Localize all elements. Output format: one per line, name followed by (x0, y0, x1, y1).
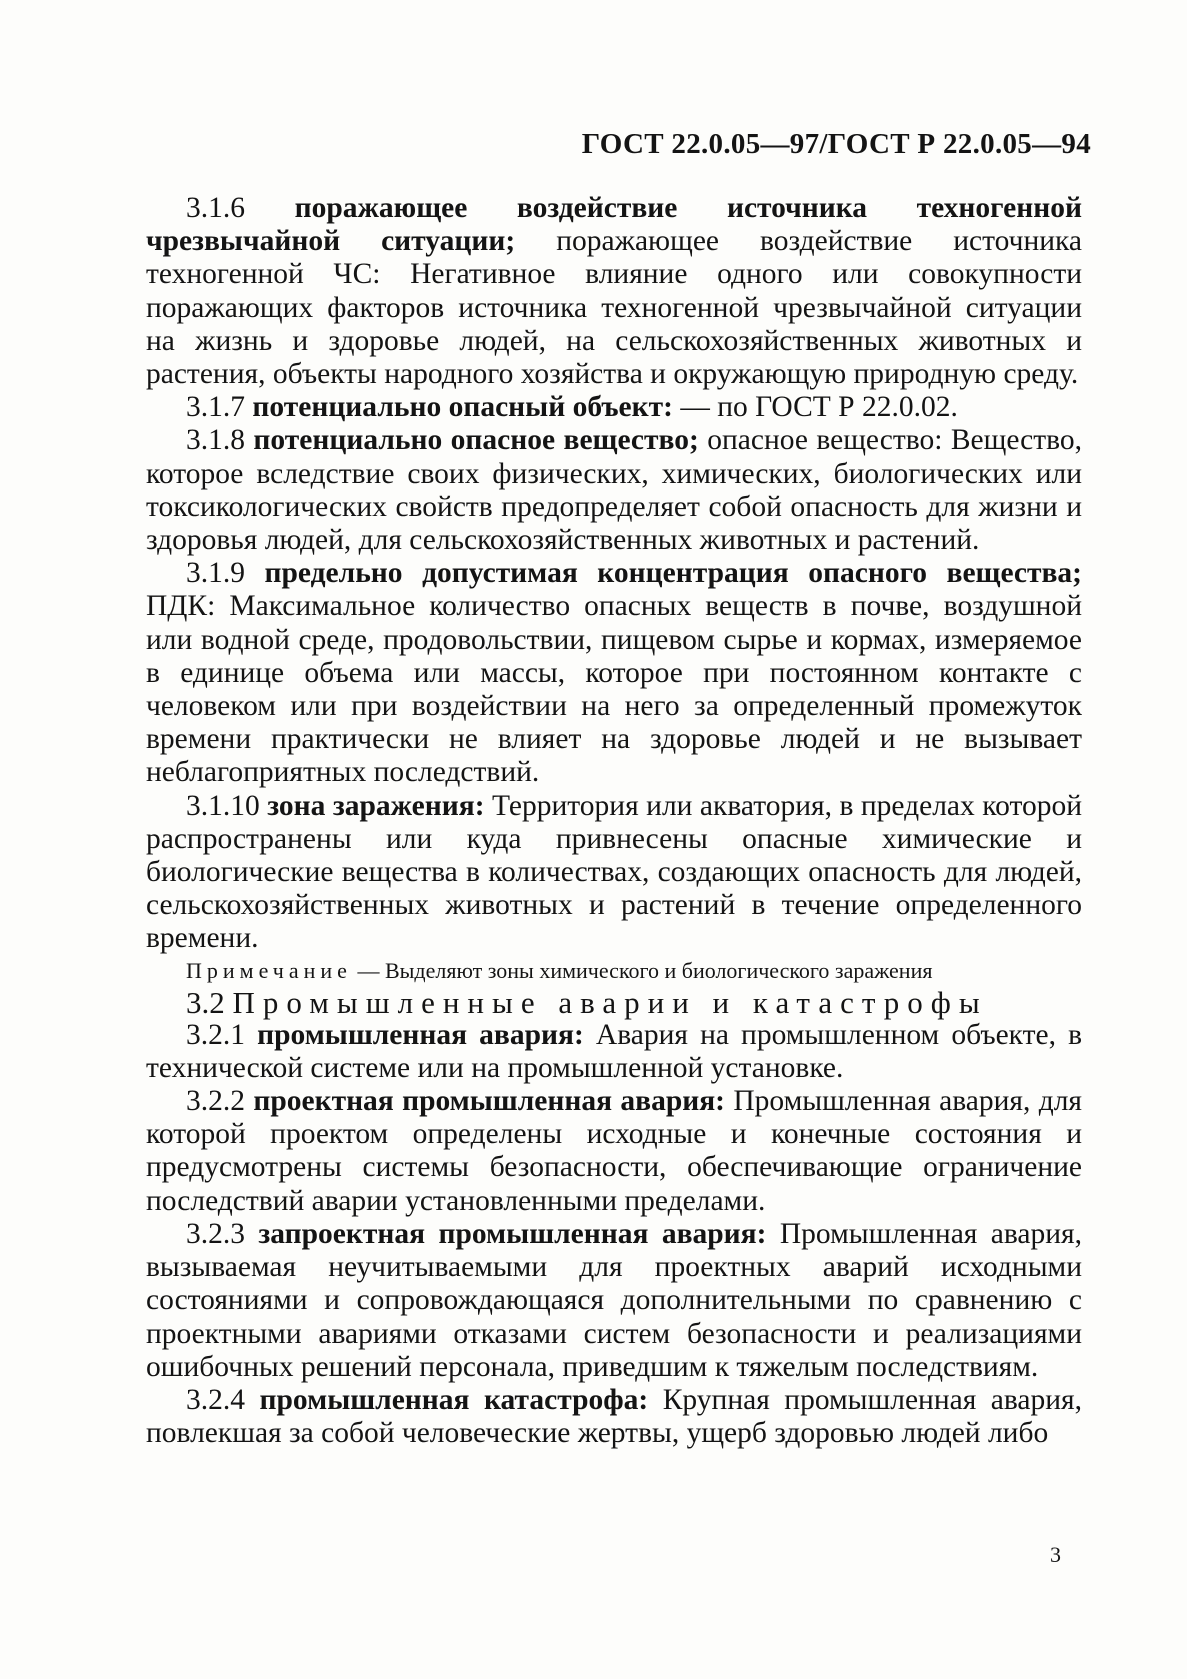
document-body (146, 192, 1082, 1450)
clause-number: 3.1.9 (186, 557, 245, 590)
clause-term: предельно допустимая концентрация опасного вещества; (264, 557, 1082, 590)
clause-3-1-7 (146, 391, 1082, 424)
clause-term: потенциально опасное вещество; (253, 424, 699, 457)
clause-3-1-9 (146, 557, 1082, 789)
clause-number: 3.1.10 (186, 789, 260, 822)
clause-text: опасное вещество: Вещество, которое вследствие своих физических, химических, биологических или токсикологических свойств предопределяет собой опасность для жизни и здоровья людей, для сельскохозяйственных животных и растений. (146, 424, 1082, 557)
document-header: ГОСТ 22.0.05—97/ГОСТ Р 22.0.05—94 (581, 128, 1091, 160)
clause-text: — по ГОСТ Р 22.0.02. (680, 391, 958, 424)
note (146, 956, 1082, 986)
clause-text: ПДК: Максимальное количество опасных веществ в почве, воздушной или водной среде, продовольствии, пищевом сырье и кормах, измеряемое в единице объема или массы, которое при постоянном контакте с человеком или при воздействии на него за определенный промежуток времени практически не влияет на здоровье людей и не вызывает неблагоприятных последствий. (146, 590, 1082, 789)
clause-term: промышленная авария: (257, 1018, 584, 1051)
note-label: Примечание (186, 957, 352, 983)
clause-term: поражающее воздействие источника техногенной чрезвычайной ситуации; (146, 192, 1083, 258)
note-text: — Выделяют зоны химического и биологического заражения (357, 957, 933, 983)
clause-number: 3.2.3 (186, 1217, 245, 1250)
clause-number: 3.2.4 (186, 1383, 245, 1416)
clause-term: запроектная промышленная авария: (258, 1217, 767, 1250)
section-heading (146, 986, 1082, 1019)
clause-term: промышленная катастрофа: (259, 1383, 649, 1416)
clause-3-2-3 (146, 1218, 1082, 1384)
clause-number: 3.1.6 (186, 192, 245, 224)
clause-3-1-10 (146, 790, 1082, 956)
clause-number: 3.1.8 (186, 424, 245, 457)
clause-term: потенциально опасный объект: (252, 391, 673, 424)
page-number: 3 (1050, 1542, 1061, 1567)
clause-term: проектная промышленная авария: (253, 1085, 726, 1118)
clause-3-2-2 (146, 1085, 1082, 1218)
section-number: 3.2 (186, 984, 225, 1020)
clause-3-2-4 (146, 1384, 1082, 1450)
clause-3-1-6 (146, 192, 1082, 391)
clause-text: Промышленная авария, вызываемая неучитываемыми для проектных аварий исходными состояниями и сопровождающаяся дополнительными по сравнению с проектными авариями отказами систем безопасности и реализациями ошибочных решений персонала, приведшим к тяжелым последствиям. (146, 1217, 1082, 1383)
clause-number: 3.2.1 (186, 1018, 245, 1051)
clause-text: поражающее воздействие источника техногенной ЧС: Негативное влияние одного или совокупности поражающих факторов источника техногенной чрезвычайной ситуации на жизнь и здоровье людей, на сельскохозяйственных животных и растения, объекты народного хозяйства и окружающую природную среду. (146, 225, 1083, 391)
clause-text: Авария на промышленном объекте, в технической системе или на промышленной установке. (146, 1018, 1083, 1084)
section-title: Промышленные аварии и катастрофы (232, 984, 988, 1020)
clause-3-2-1 (146, 1019, 1082, 1085)
clause-term: зона заражения: (267, 789, 485, 822)
clause-text: Территория или акватория, в пределах которой распространены или куда привнесены опасные химические и биологические вещества в количествах, создающих опасность для людей, сельскохозяйственных животных и растений в течение определенного времени. (146, 789, 1082, 955)
clause-number: 3.2.2 (186, 1085, 245, 1118)
clause-text: Крупная промышленная авария, повлекшая за собой человеческие жертвы, ущерб здоровью людей либо (146, 1383, 1082, 1450)
clause-number: 3.1.7 (186, 391, 245, 424)
clause-3-1-8 (146, 424, 1082, 557)
clause-text: Промышленная авария, для которой проектом определены исходные и конечные состояния и предусмотрены системы безопасности, обеспечивающие ограничение последствий аварии установленными пределами. (146, 1085, 1082, 1217)
